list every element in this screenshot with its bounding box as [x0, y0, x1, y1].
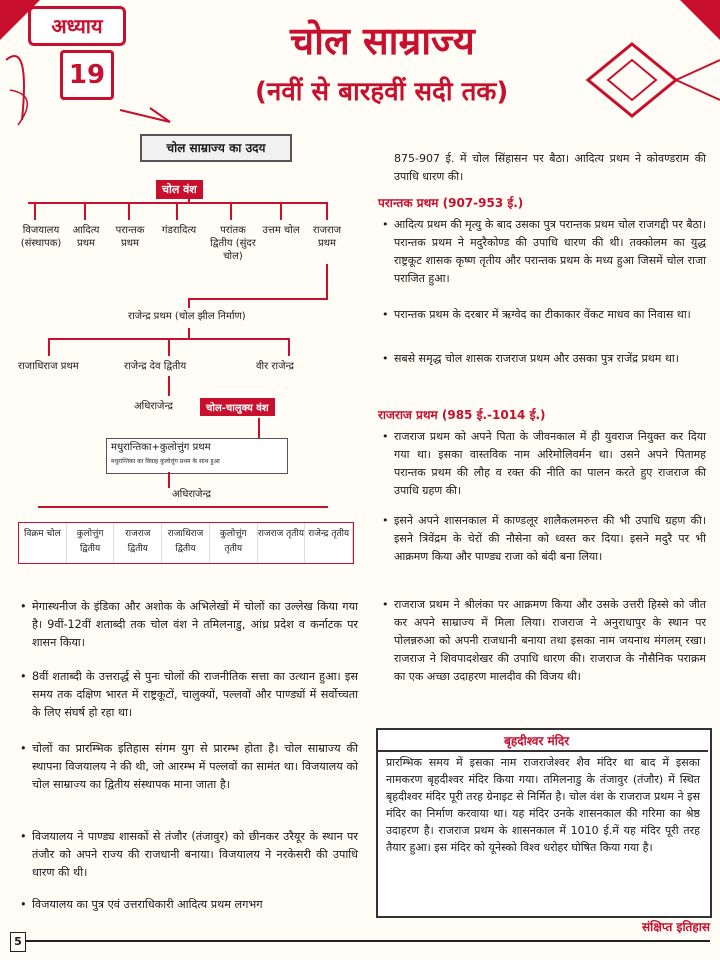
tree-connector	[188, 328, 190, 338]
tree-node: परांतक द्वितीय (सुंदर चोल)	[210, 225, 256, 262]
tree-connector	[188, 196, 190, 202]
right-bullet: • परान्तक प्रथम के दरबार में ऋग्वेद का टीकाकार वेंकट माधव का निवास था।	[394, 306, 706, 324]
tree-node: राजाधिराज द्वितीय	[162, 523, 210, 563]
right-intro: 875-907 ई. में चोल सिंहासन पर बैठा। आदित्य प्रथम ने कोवण्डराम की उपाधि धारण की।	[394, 152, 706, 183]
chapter-label: अध्याय	[28, 6, 126, 46]
tree-node: राजराज तृतीय	[258, 523, 306, 563]
tree-node: राजराज प्रथम	[312, 225, 342, 249]
tree-node: विजयालय (संस्थापक)	[20, 225, 62, 249]
rajaraj-heading: राजराज प्रथम (985 ई.-1014 ई.)	[378, 408, 546, 422]
right-bullet: • इसने अपने शासनकाल में काण्डलूर शालैकलमरुत्त की भी उपाधि ग्रहण की। इसने त्रिवेंद्रम के चेरों की नौसेना को ध्वस्त कर दिया। इसने मदुरै पर भी आक्रमण किया और पाण्ड्य राजा को बंदी बना लिया।	[394, 512, 706, 566]
tree-connector	[326, 264, 328, 298]
tree-node: कुलोत्तुंग द्वितीय	[67, 523, 115, 563]
tree-node: राजेन्द्र देव द्वितीय	[124, 361, 187, 372]
left-bullet: • 8वीं शताब्दी के उत्तरार्द्ध से पुनः चोलों की राजनीतिक सत्ता का उत्थान हुआ। इस समय तक दक्षिण भारत में राष्ट्रकूटों, चालुक्यों, पल्लवों और पाण्ड्यों में सर्वोच्चता के लिए संघर्ष हो रहा था।	[32, 668, 358, 722]
left-bullet: • विजयालय का पुत्र एवं उत्तराधिकारी आदित्य प्रथम लगभग	[32, 896, 358, 914]
tree-node: कुलोत्तुंग तृतीय	[210, 523, 258, 563]
tree-connector	[168, 472, 170, 488]
tree-node-adhirajendra: अधिराजेन्द्र	[134, 401, 173, 412]
right-bullet: • राजराज प्रथम को अपने पिता के जीवनकाल में ही युवराज नियुक्त कर दिया गया था। इसका वास्तविक नाम अरिमोलिवर्मन था। उसने अपने पितामह परान्तक प्रथम की लौह व रक्त की नीति का पालन करते हुए राजराज की उपाधि ग्रहण की।	[394, 428, 706, 500]
tree-node: विक्रम चोल	[19, 523, 67, 563]
tree-node: राजेन्द्र तृतीय	[305, 523, 353, 563]
tree-arrow	[176, 202, 178, 220]
tree-arrow	[326, 202, 328, 220]
tree-arrow	[280, 202, 282, 220]
page-number: 5	[10, 932, 26, 952]
tree-arrow	[128, 202, 130, 220]
tree-node-madhurantika	[106, 438, 288, 474]
temple-divider	[376, 750, 708, 752]
tree-connector	[38, 506, 328, 508]
tree-node: गंडरादित्य	[161, 225, 197, 236]
chapter-number: 19	[60, 50, 114, 100]
dynasty-tree	[18, 168, 354, 568]
tree-node: राजराज द्वितीय	[114, 523, 162, 563]
tree-arrow	[288, 338, 290, 356]
tree-arrow	[230, 202, 232, 220]
tree-node-chalukya: चोल-चालुक्य वंश	[200, 398, 275, 416]
right-bullet: • राजराज प्रथम ने श्रीलंका पर आक्रमण किया और उसके उत्तरी हिस्से को जीत कर अपने साम्राज्य में मिला लिया। राजराज ने अनुराधापुर के स्थान पर पोलन्नरुआ को अपनी राजधानी बनाया तथा इसका नाम जयनाथ मंगलम् रखा। राजराज ने शिवपादशेखर की उपाधि धारण की। राजराज के नौसैनिक पराक्रम का एक अच्छा उदाहरण मालदीव की विजय थी।	[394, 596, 706, 686]
tree-arrow	[48, 338, 50, 356]
temple-title: बृहदीश्वर मंदिर	[504, 734, 570, 748]
madhurantika-label: मधुरान्तिका+कुलोत्तुंग प्रथम	[111, 442, 211, 453]
right-bullet: • सबसे समृद्ध चोल शासक राजराज प्रथम और उसका पुत्र राजेंद्र प्रथम था।	[394, 350, 706, 368]
book-label: संक्षिप्त इतिहास	[642, 920, 710, 934]
tree-node-adhirajendra2: अधिराजेन्द्र	[172, 489, 211, 500]
page-title: चोल साम्राज्य	[290, 19, 475, 63]
tree-root: चोल वंश	[156, 180, 203, 199]
temple-text: प्रारम्भिक समय में इसका नाम राजराजेश्वर शैव मंदिर था बाद में इसका नामकरण बृहदीश्वर मंदिर किया गया। तमिलनाडु के तंजावुर (तंजौर) में स्थित बृहदीश्वर मंदिर पूरी तरह ग्रेनाइट से निर्मित है। चोल वंश के राजराज प्रथम ने इस मंदिर का निर्माण करवाया था। यह मंदिर उनके शासनकाल की गरिमा का श्रेष्ठ उदाहरण है। राजराज प्रथम के शासनकाल में 1010 ई.में यह मंदिर पूरी तरह तैयार हुआ। इस मंदिर को यूनेस्को विश्व धरोहर घोषित किया गया है।	[386, 756, 700, 854]
tree-arrow	[168, 338, 170, 356]
tree-node: परान्तक प्रथम	[115, 225, 145, 249]
tree-connector	[168, 376, 170, 396]
madhurantika-note: मधुरान्तिका का विवाह कुलोत्तुंग प्रथम के साथ हुआ	[111, 458, 220, 465]
tree-node: राजाधिराज प्रथम	[18, 361, 79, 372]
tree-bottom-row	[18, 522, 354, 564]
tree-node: वीर राजेन्द्र	[256, 361, 294, 372]
tree-connector	[28, 202, 328, 204]
left-bullet: • मेगास्थनीज के इंडिका और अशोक के अभिलेखों में चोलों का उल्लेख किया गया है। 9वीं-12वीं शताब्दी तक चोल वंश ने तमिलनाडु, आंध्र प्रदेश व कर्नाटक पर शासन किया।	[32, 598, 358, 652]
tree-node: आदित्य प्रथम	[72, 225, 100, 249]
footer-rule	[26, 940, 710, 942]
right-bullet: • आदित्य प्रथम की मृत्यु के बाद उसका पुत्र परान्तक प्रथम चोल राजगद्दी पर बैठा। परान्तक प्रथम ने मदुरैकोण्ड की उपाधि धारण की थी। तक्कोलम का युद्ध राष्ट्रकूट शासक कृष्ण तृतीय और परान्तक प्रथम के मध्य हुआ जिसमें चोल राजा पराजित हुआ।	[394, 216, 706, 288]
tree-arrow	[84, 202, 86, 220]
tree-node-rajendra: राजेन्द्र प्रथम (चोल झील निर्माण)	[128, 311, 246, 322]
page-subtitle: (नवीं से बारहवीं सदी तक)	[255, 77, 509, 107]
tree-connector	[188, 298, 328, 300]
tree-arrow	[34, 202, 36, 220]
parantak-heading: परान्तक प्रथम (907-953 ई.)	[378, 196, 524, 210]
left-bullet: • विजयालय ने पाण्ड्य शासकों से तंजौर (तंजावुर) को छीनकर उरैयूर के स्थान पर तंजौर को अपने राज्य की राजधानी बनाया। विजयालय ने नरकेसरी की उपाधि धारण की थी।	[32, 828, 358, 882]
tree-node: उत्तम चोल	[262, 225, 300, 236]
tree-connector	[188, 298, 190, 308]
section-heading: चोल साम्राज्य का उदय	[140, 134, 292, 162]
tree-connector	[258, 418, 260, 438]
left-bullet: • चोलों का प्रारम्भिक इतिहास संगम युग से प्रारम्भ होता है। चोल साम्राज्य की स्थापना विजयालय ने की थी, जो आरम्भ में पल्लवों का सामंत था। विजयालय को चोल साम्राज्य का द्वितीय संस्थापक माना जाता है।	[32, 740, 358, 794]
